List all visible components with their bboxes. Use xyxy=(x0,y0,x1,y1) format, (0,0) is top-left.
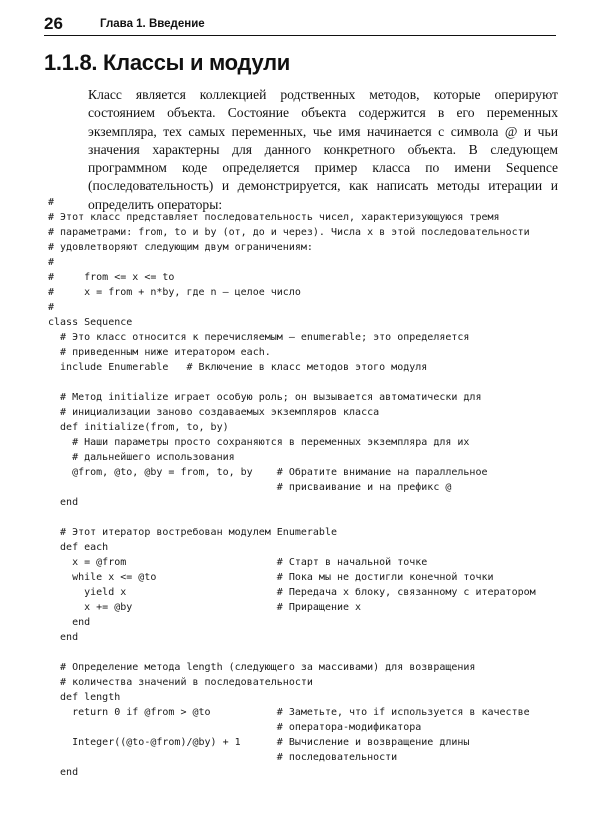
code-line: # дальнейшего использования xyxy=(48,452,235,463)
intro-paragraph: Класс является коллекцией родственных методов, которые оперируют состоянием объекта. Состояние объекта содержится в его переменных экземпляра, тех самых переменных, чье имя начинается с символа @ и чьи значения характерны для данного конкретного объекта. В следующем программном коде определяется пример класса по имени Sequence (последовательность) и демонстрируется, как написать методы итерации и определить операторы: xyxy=(88,87,558,212)
code-line: # параметрами: from, to и by (от, до и через). Числа x в этой последовательности xyxy=(48,227,530,238)
code-line: def each xyxy=(48,542,109,553)
code-line: # количества значений в последовательности xyxy=(48,677,313,688)
code-line: # xyxy=(48,257,55,268)
code-line: # Этот итератор востребован модулем Enumerable xyxy=(48,527,337,538)
code-line: end xyxy=(48,767,79,778)
code-line: yield x # Передача x блоку, связанному с итератором xyxy=(48,587,536,598)
code-line xyxy=(48,375,536,390)
code-line: while x <= @to # Пока мы не достигли конечной точки xyxy=(48,572,494,583)
code-line: # присваивание и на префикс @ xyxy=(48,482,452,493)
code-line: # xyxy=(48,197,55,208)
code-line: # from <= x <= to xyxy=(48,272,175,283)
code-line: # приведенным ниже итератором each. xyxy=(48,347,271,358)
code-line: # Метод initialize играет особую роль; он вызывается автоматически для xyxy=(48,392,482,403)
code-line: # Этот класс представляет последовательность чисел, характеризующуюся тремя xyxy=(48,212,500,223)
code-line: # x = from + n*by, где n – целое число xyxy=(48,287,301,298)
header-rule xyxy=(44,35,556,36)
code-line: return 0 if @from > @to # Заметьте, что if используется в качестве xyxy=(48,707,530,718)
code-line: class Sequence xyxy=(48,317,133,328)
code-line: x += @by # Приращение x xyxy=(48,602,362,613)
code-line: include Enumerable # Включение в класс методов этого модуля xyxy=(48,362,428,373)
code-line: # инициализации заново создаваемых экземпляров класса xyxy=(48,407,380,418)
code-line: end xyxy=(48,632,79,643)
code-line: # удовлетворяют следующим двум ограничениям: xyxy=(48,242,313,253)
code-line: # Наши параметры просто сохраняются в переменных экземпляра для их xyxy=(48,437,470,448)
code-line: # Определение метода length (следующего за массивами) для возвращения xyxy=(48,662,476,673)
code-line: end xyxy=(48,617,91,628)
page-number: 26 xyxy=(44,14,63,33)
code-line: Integer((@to-@from)/@by) + 1 # Вычисление и возвращение длины xyxy=(48,737,470,748)
code-line: # оператора-модификатора xyxy=(48,722,422,733)
page-header xyxy=(44,14,556,38)
code-line: x = @from # Старт в начальной точке xyxy=(48,557,428,568)
chapter-title: Глава 1. Введение xyxy=(100,18,205,30)
code-listing xyxy=(48,195,536,780)
section-title: 1.1.8. Классы и модули xyxy=(44,50,291,75)
code-line: # Это класс относится к перечисляемым – enumerable; это определяется xyxy=(48,332,470,343)
code-line xyxy=(48,645,536,660)
code-line: # последовательности xyxy=(48,752,398,763)
code-line: @from, @to, @by = from, to, by # Обратите внимание на параллельное xyxy=(48,467,488,478)
code-line: end xyxy=(48,497,79,508)
code-line: # xyxy=(48,302,55,313)
code-line xyxy=(48,510,536,525)
code-line: def length xyxy=(48,692,121,703)
code-line: def initialize(from, to, by) xyxy=(48,422,229,433)
